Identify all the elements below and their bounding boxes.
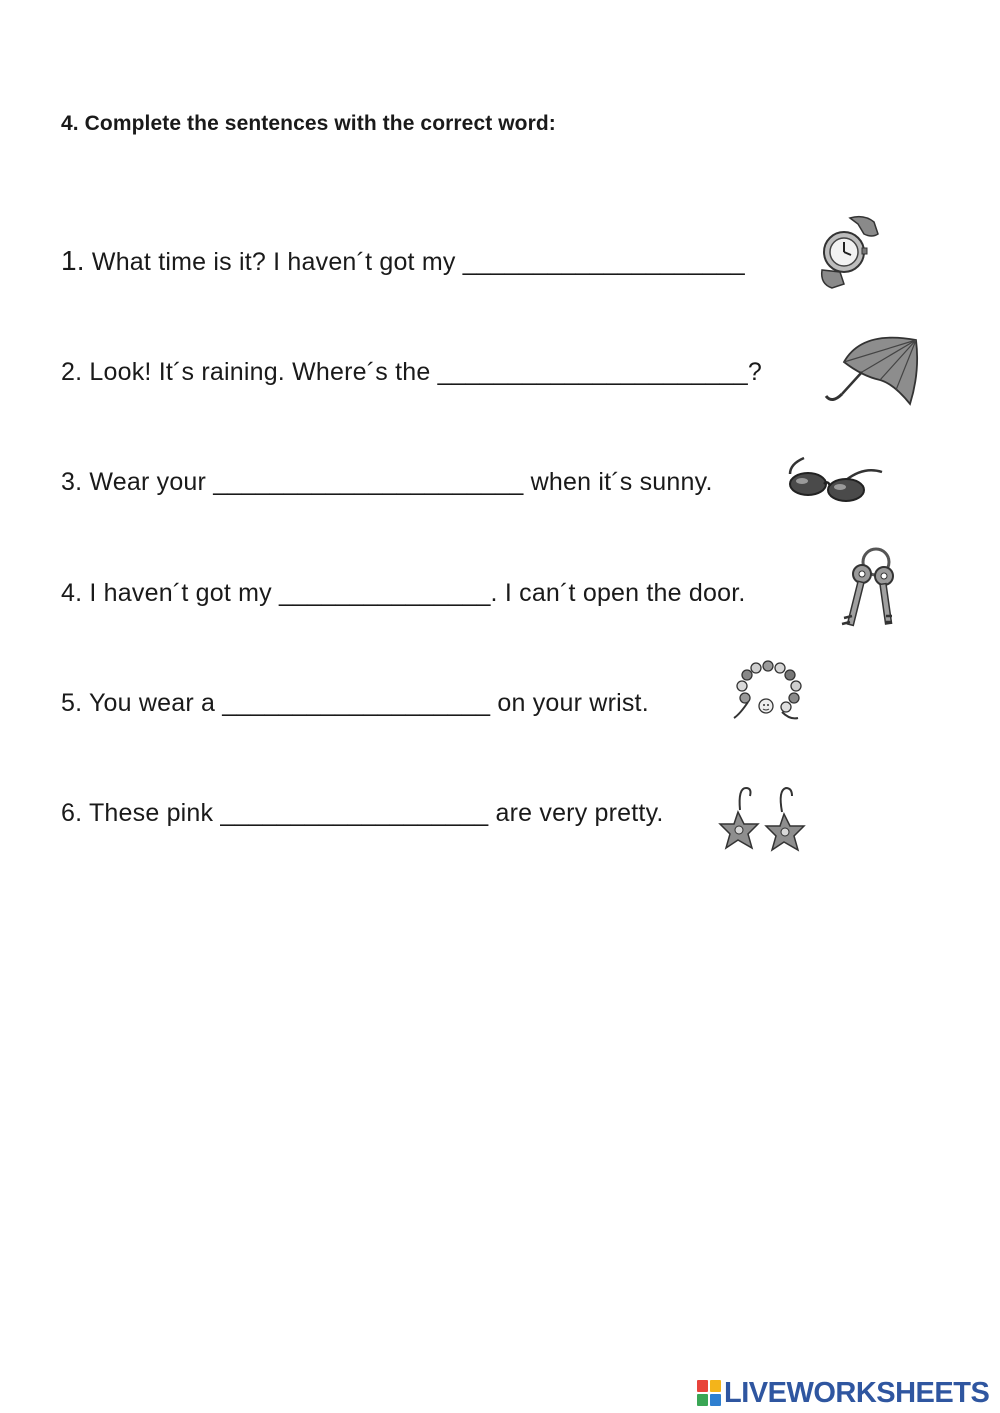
keys-icon xyxy=(822,544,902,636)
sunglasses-icon xyxy=(786,452,886,507)
sentence-1 xyxy=(61,245,745,277)
umbrella-icon xyxy=(822,332,922,412)
sentence-1-number: 1. xyxy=(61,245,85,276)
bracelet-icon xyxy=(730,656,806,726)
sentence-2: 2. Look! It´s raining. Where´s the ______________________? xyxy=(61,358,762,386)
exercise-title: 4. Complete the sentences with the correct word: xyxy=(61,112,556,135)
sentence-4: 4. I haven´t got my _______________. I can´t open the door. xyxy=(61,579,746,607)
sentence-5: 5. You wear a ___________________ on your wrist. xyxy=(61,689,649,717)
liveworksheets-mark-icon xyxy=(697,1380,721,1406)
watch-icon xyxy=(812,212,882,292)
sentence-3: 3. Wear your ______________________ when it´s sunny. xyxy=(61,468,713,496)
liveworksheets-logo xyxy=(697,1376,989,1410)
sentence-6: 6. These pink ___________________ are very pretty. xyxy=(61,799,664,827)
logo-text: LIVEWORKSHEETS xyxy=(724,1376,990,1409)
sentence-1-text: What time is it? I haven´t got my ____________________ xyxy=(84,248,745,276)
earrings-icon xyxy=(716,782,812,860)
